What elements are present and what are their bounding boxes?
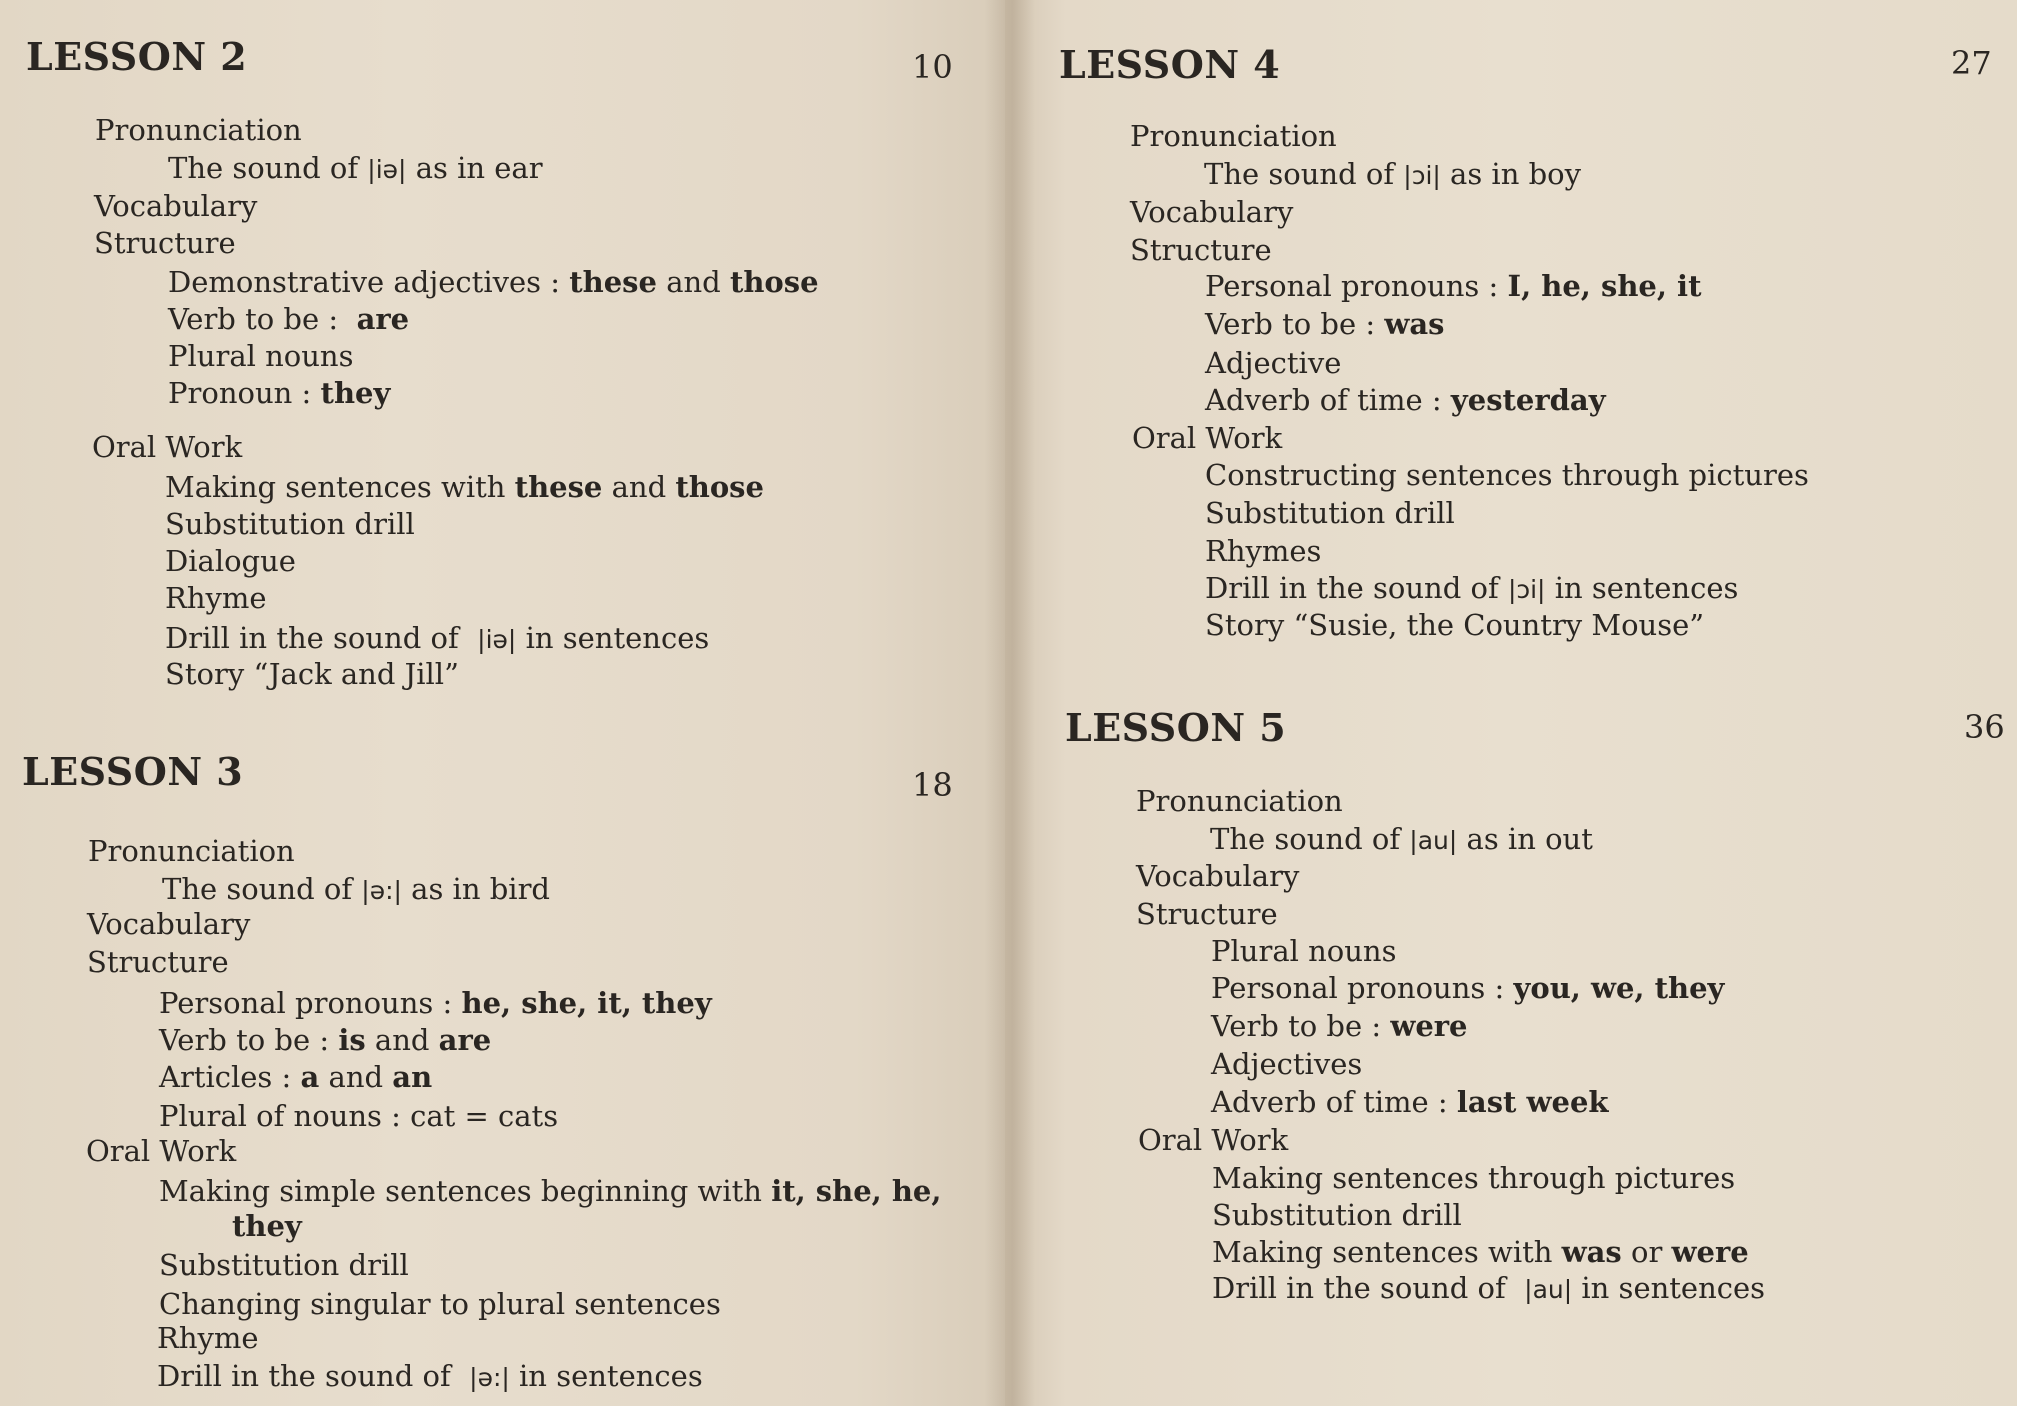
lesson-2-making-sentences: Making sentences with these and those <box>165 470 764 504</box>
lesson-3-vocabulary: Vocabulary <box>87 907 251 941</box>
lesson-2-story: Story “Jack and Jill” <box>165 657 459 691</box>
lesson-4-rhymes: Rhymes <box>1205 534 1322 568</box>
lesson-5-making-pictures: Making sentences through pictures <box>1212 1161 1736 1195</box>
right-page <box>1005 0 2017 1406</box>
lesson-4-adjective: Adjective <box>1205 346 1342 380</box>
lesson-4-pronunciation: Pronunciation <box>1130 119 1337 153</box>
lesson-3-page-number: 18 <box>912 766 953 804</box>
lesson-3-drill-sound: Drill in the sound of |ə:| in sentences <box>157 1359 703 1393</box>
lesson-4-vocabulary: Vocabulary <box>1130 195 1294 229</box>
lesson-2-demonstrative-adjectives: Demonstrative adjectives : these and those <box>168 265 819 299</box>
lesson-5-making-with: Making sentences with was or were <box>1212 1235 1749 1269</box>
lesson-4-personal-pronouns: Personal pronouns : I, he, she, it <box>1205 269 1702 303</box>
lesson-2-page-number: 10 <box>912 48 953 86</box>
lesson-4-substitution-drill: Substitution drill <box>1205 496 1455 530</box>
lesson-5-vocabulary: Vocabulary <box>1136 859 1300 893</box>
lesson-3-they: they <box>232 1209 302 1243</box>
lesson-3-oral-work: Oral Work <box>86 1134 237 1168</box>
lesson-3-changing: Changing singular to plural sentences <box>159 1287 721 1321</box>
lesson-3-articles: Articles : a and an <box>159 1060 433 1094</box>
lesson-4-title: LESSON 4 <box>1059 42 1281 87</box>
lesson-2-plural-nouns: Plural nouns <box>168 339 354 373</box>
lesson-3-sound: The sound of |ə:| as in bird <box>162 872 550 906</box>
lesson-5-personal-pronouns: Personal pronouns : you, we, they <box>1211 971 1725 1005</box>
lesson-2-drill-sound: Drill in the sound of |iə| in sentences <box>165 621 710 655</box>
lesson-4-drill-sound: Drill in the sound of |ɔi| in sentences <box>1205 571 1739 605</box>
lesson-5-title: LESSON 5 <box>1065 705 1287 750</box>
lesson-5-pronunciation: Pronunciation <box>1136 784 1343 818</box>
lesson-5-plural-nouns: Plural nouns <box>1211 934 1397 968</box>
lesson-5-structure: Structure <box>1136 897 1278 931</box>
lesson-2-pronoun: Pronoun : they <box>168 376 391 410</box>
lesson-5-verb-to-be: Verb to be : were <box>1211 1009 1468 1043</box>
lesson-4-story: Story “Susie, the Country Mouse” <box>1205 608 1705 642</box>
lesson-4-verb-to-be: Verb to be : was <box>1205 307 1445 341</box>
lesson-5-substitution-drill: Substitution drill <box>1212 1198 1462 1232</box>
lesson-5-page-number: 36 <box>1964 708 2005 746</box>
lesson-4-structure: Structure <box>1130 233 1272 267</box>
lesson-2-substitution-drill: Substitution drill <box>165 507 415 541</box>
lesson-3-personal-pronouns: Personal pronouns : he, she, it, they <box>159 986 712 1020</box>
lesson-2-oral-work: Oral Work <box>92 430 243 464</box>
lesson-5-adverb: Adverb of time : last week <box>1211 1085 1609 1119</box>
lesson-4-constructing: Constructing sentences through pictures <box>1205 458 1809 492</box>
lesson-3-plural-of-nouns: Plural of nouns : cat = cats <box>159 1099 559 1133</box>
left-page <box>0 0 1005 1406</box>
lesson-4-page-number: 27 <box>1951 44 1992 82</box>
lesson-3-title: LESSON 3 <box>22 749 244 794</box>
lesson-3-substitution-drill: Substitution drill <box>159 1248 409 1282</box>
lesson-3-pronunciation: Pronunciation <box>88 834 295 868</box>
lesson-5-sound: The sound of |au| as in out <box>1210 822 1593 856</box>
lesson-2-title: LESSON 2 <box>26 34 248 79</box>
lesson-4-sound: The sound of |ɔi| as in boy <box>1204 157 1582 191</box>
lesson-4-oral-work: Oral Work <box>1132 421 1283 455</box>
lesson-2-vocabulary: Vocabulary <box>94 189 258 223</box>
lesson-4-adverb: Adverb of time : yesterday <box>1205 383 1606 417</box>
lesson-3-making-simple: Making simple sentences beginning with it, she, he, <box>159 1174 942 1208</box>
lesson-2-pronunciation: Pronunciation <box>95 113 302 147</box>
lesson-2-dialogue: Dialogue <box>165 544 296 578</box>
lesson-3-verb-to-be: Verb to be : is and are <box>159 1023 492 1057</box>
lesson-2-structure: Structure <box>94 226 236 260</box>
lesson-5-oral-work: Oral Work <box>1138 1123 1289 1157</box>
lesson-2-rhyme: Rhyme <box>165 581 267 615</box>
lesson-2-verb-to-be: Verb to be : are <box>168 302 410 336</box>
lesson-2-sound: The sound of |iə| as in ear <box>168 151 543 185</box>
lesson-3-rhyme: Rhyme <box>157 1321 259 1355</box>
lesson-3-structure: Structure <box>87 945 229 979</box>
lesson-5-adjectives: Adjectives <box>1211 1047 1363 1081</box>
lesson-5-drill-sound: Drill in the sound of |au| in sentences <box>1212 1271 1766 1305</box>
